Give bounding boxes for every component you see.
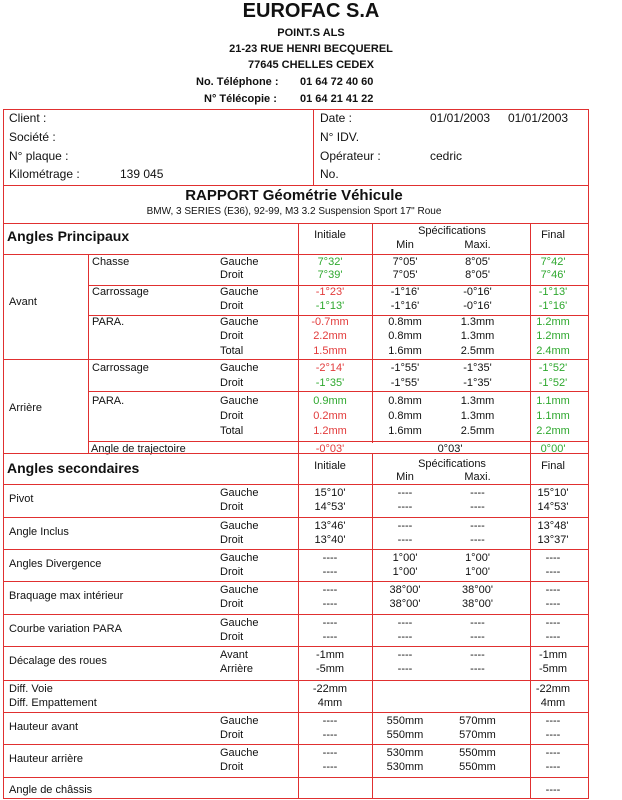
row-group-label: Carrossage: [92, 362, 149, 374]
value-final: ----: [545, 584, 561, 596]
date-value: 01/01/2003: [430, 111, 491, 125]
value-max: -0°16': [463, 286, 492, 298]
grid-line: [88, 254, 89, 453]
value-final: ----: [545, 715, 561, 727]
secondary-label: Diff. Voie: [9, 683, 53, 695]
company-line3: 77645 CHELLES CEDEX: [248, 59, 374, 71]
secondary-label: Décalage des roues: [9, 655, 107, 667]
value-max: ----: [470, 617, 485, 629]
value-final: -1°16': [538, 300, 568, 312]
value-min: 0.8mm: [388, 316, 422, 328]
value-min: 530mm: [386, 747, 424, 759]
row-side-label: Total: [220, 425, 244, 437]
value-final: 2.2mm: [536, 425, 570, 437]
col-specs-2: Spécifications: [418, 458, 486, 470]
value-max: 550mm: [459, 747, 496, 759]
trajectoire-final: 0°00': [540, 443, 566, 455]
idv-label: N° IDV.: [320, 130, 360, 144]
grid-line: [3, 223, 588, 224]
value-initial: ----: [322, 729, 338, 741]
row-group-label: PARA.: [92, 316, 125, 328]
grid-line: [588, 109, 589, 799]
row-side-label: Gauche: [220, 747, 259, 759]
principal-heading: Angles Principaux: [7, 228, 130, 244]
value-min: -1°55': [390, 362, 420, 374]
value-initial: -1°23': [315, 286, 345, 298]
grid-line: [3, 549, 588, 550]
value-initial: ----: [322, 566, 338, 578]
date-value-2: 01/01/2003: [508, 111, 569, 125]
value-final: 1.2mm: [536, 330, 570, 342]
avant-label: Avant: [9, 296, 37, 308]
value-min: ----: [397, 501, 413, 513]
grid-line: [3, 484, 588, 485]
value-min: ----: [397, 617, 413, 629]
value-max: 38°00': [462, 584, 493, 596]
row-side-label: Gauche: [220, 362, 259, 374]
row-group-label: PARA.: [92, 395, 125, 407]
value-initial: 7°39': [317, 269, 343, 281]
value-max: ----: [470, 663, 485, 675]
row-side-label: Gauche: [220, 552, 259, 564]
operator-label: Opérateur :: [320, 149, 381, 163]
secondary-label: Courbe variation PARA: [9, 623, 122, 635]
value-final: 7°46': [540, 269, 566, 281]
col-max: Maxi.: [464, 239, 491, 251]
grid-line: [88, 441, 588, 442]
value-final: ----: [545, 617, 561, 629]
row-side-label: Droit: [220, 598, 244, 610]
societe-label: Société :: [9, 130, 56, 144]
value-initial: 15°10': [314, 487, 346, 499]
row-side-label: Droit: [220, 300, 244, 312]
value-max: 2.5mm: [460, 345, 495, 357]
chassis-final: ----: [545, 784, 561, 796]
value-initial: 13°46': [314, 520, 346, 532]
value-initial: -2°14': [315, 362, 345, 374]
grid-line: [3, 109, 4, 799]
row-side-label: Droit: [220, 729, 244, 741]
value-final: ----: [545, 761, 561, 773]
value-final: ----: [545, 747, 561, 759]
grid-line: [372, 223, 373, 443]
grid-line: [3, 680, 588, 681]
value-max: ----: [470, 487, 485, 499]
value-max: ----: [470, 631, 485, 643]
row-side-label: Gauche: [220, 256, 259, 268]
secondary-label: Angles Divergence: [9, 558, 102, 570]
secondary-label: Braquage max intérieur: [9, 590, 124, 602]
value-initial: ----: [322, 552, 338, 564]
value-max: 8°05': [465, 269, 490, 281]
grid-line: [3, 777, 588, 778]
value-final: 13°37': [537, 534, 569, 546]
value-final: ----: [545, 566, 561, 578]
phone-value: 01 64 72 40 60: [300, 76, 374, 88]
grid-line: [3, 646, 588, 647]
secondary-heading: Angles secondaires: [7, 460, 140, 476]
chassis-label: Angle de châssis: [9, 784, 93, 796]
value-min: 1.6mm: [388, 425, 422, 437]
secondary-label: Hauteur avant: [9, 721, 79, 733]
value-final: 1.2mm: [536, 316, 570, 328]
col-max-2: Maxi.: [464, 471, 491, 483]
report-title: RAPPORT Géométrie Véhicule: [185, 187, 403, 204]
value-max: -0°16': [463, 300, 492, 312]
trajectoire-label: Angle de trajectoire: [91, 443, 186, 455]
value-min: ----: [397, 487, 413, 499]
value-min: 0.8mm: [388, 410, 422, 422]
arriere-label: Arrière: [9, 402, 43, 414]
value-max: 570mm: [459, 715, 496, 727]
plaque-label: N° plaque :: [9, 149, 69, 163]
value-min: 0.8mm: [388, 330, 422, 342]
value-min: 0.8mm: [388, 395, 422, 407]
col-min-2: Min: [396, 471, 414, 483]
grid-line: [3, 453, 588, 454]
value-max: ----: [470, 534, 485, 546]
value-max: -1°35': [463, 362, 492, 374]
value-initial: 13°40': [314, 534, 346, 546]
value-initial: -0.7mm: [311, 316, 349, 328]
trajectoire-spec: 0°03': [437, 443, 463, 455]
row-side-label: Arrière: [220, 663, 254, 675]
company-line1: POINT.S ALS: [277, 27, 345, 39]
row-side-label: Gauche: [220, 715, 259, 727]
value-initial: 1.5mm: [313, 345, 347, 357]
col-final-2: Final: [541, 460, 565, 472]
secondary-label: Diff. Empattement: [9, 697, 97, 709]
row-side-label: Gauche: [220, 286, 259, 298]
row-side-label: Droit: [220, 410, 244, 422]
col-final: Final: [541, 229, 565, 241]
value-initial: 2.2mm: [313, 330, 347, 342]
row-side-label: Total: [220, 345, 244, 357]
value-min: ----: [397, 534, 413, 546]
row-side-label: Gauche: [220, 316, 259, 328]
company-name: EUROFAC S.A: [242, 0, 380, 22]
date-label: Date :: [320, 111, 353, 125]
value-max: 1°00': [465, 566, 490, 578]
value-initial: -1°35': [315, 377, 345, 389]
value-min: 1°00': [392, 552, 418, 564]
grid-line: [3, 109, 588, 110]
value-min: ----: [397, 649, 413, 661]
value-final: -1°52': [538, 362, 568, 374]
row-side-label: Gauche: [220, 617, 259, 629]
value-min: ----: [397, 520, 413, 532]
value-min: -1°16': [390, 300, 420, 312]
no-label: No.: [320, 167, 339, 181]
secondary-label: Hauteur arrière: [9, 753, 83, 765]
row-side-label: Droit: [220, 631, 244, 643]
grid-line: [3, 185, 588, 186]
grid-line: [530, 453, 531, 798]
value-min: 1.6mm: [388, 345, 422, 357]
value-final: 7°42': [540, 256, 566, 268]
value-initial: ----: [322, 761, 338, 773]
value-max: 1.3mm: [460, 395, 495, 407]
col-specs: Spécifications: [418, 225, 486, 237]
row-side-label: Droit: [220, 269, 244, 281]
value-initial: -22mm: [312, 683, 348, 695]
row-side-label: Gauche: [220, 395, 259, 407]
value-final: 13°48': [537, 520, 569, 532]
grid-line: [3, 712, 588, 713]
grid-line: [3, 614, 588, 615]
value-final: -1°13': [538, 286, 568, 298]
value-initial: 0.9mm: [313, 395, 347, 407]
grid-line: [88, 315, 588, 316]
value-max: 550mm: [459, 761, 496, 773]
value-min: -1°16': [390, 286, 420, 298]
row-side-label: Gauche: [220, 487, 259, 499]
value-min: ----: [397, 631, 413, 643]
value-min: 38°00': [389, 598, 421, 610]
value-final: 2.4mm: [536, 345, 570, 357]
report-subtitle: BMW, 3 SERIES (E36), 92-99, M3 3.2 Suspension Sport 17" Roue: [146, 206, 442, 217]
grid-line: [3, 359, 588, 360]
client-label: Client :: [9, 111, 47, 125]
value-max: ----: [470, 520, 485, 532]
grid-line: [3, 798, 588, 799]
value-final: ----: [545, 729, 561, 741]
col-initial: Initiale: [314, 229, 346, 241]
value-min: -1°55': [390, 377, 420, 389]
grid-line: [3, 744, 588, 745]
km-value: 139 045: [120, 167, 164, 181]
grid-line: [298, 453, 299, 798]
value-initial: -5mm: [315, 663, 345, 675]
value-final: 4mm: [540, 697, 566, 709]
operator-value: cedric: [430, 149, 463, 163]
value-min: 1°00': [392, 566, 418, 578]
value-final: ----: [545, 552, 561, 564]
value-max: 8°05': [465, 256, 490, 268]
grid-line: [3, 254, 588, 255]
col-initial-2: Initiale: [314, 460, 346, 472]
value-final: ----: [545, 598, 561, 610]
row-group-label: Chasse: [92, 256, 130, 268]
value-final: 1.1mm: [536, 395, 570, 407]
value-final: 14°53': [537, 501, 569, 513]
row-side-label: Droit: [220, 501, 244, 513]
value-initial: 7°32': [317, 256, 343, 268]
company-line2: 21-23 RUE HENRI BECQUEREL: [229, 43, 393, 55]
value-initial: -1mm: [315, 649, 345, 661]
value-max: 1.3mm: [460, 410, 495, 422]
grid-line: [372, 453, 373, 798]
value-initial: ----: [322, 617, 338, 629]
grid-line: [530, 223, 531, 453]
secondary-label: Angle Inclus: [9, 526, 69, 538]
value-initial: ----: [322, 584, 338, 596]
grid-line: [88, 285, 588, 286]
value-max: ----: [470, 649, 485, 661]
value-max: 570mm: [459, 729, 496, 741]
value-min: 38°00': [389, 584, 421, 596]
secondary-label: Pivot: [9, 493, 34, 505]
row-side-label: Droit: [220, 330, 244, 342]
grid-line: [3, 581, 588, 582]
grid-line: [298, 223, 299, 453]
value-initial: ----: [322, 598, 338, 610]
value-final: -1°52': [538, 377, 568, 389]
value-max: 38°00': [462, 598, 493, 610]
value-min: ----: [397, 663, 413, 675]
value-final: 1.1mm: [536, 410, 570, 422]
value-initial: ----: [322, 747, 338, 759]
row-group-label: Carrossage: [92, 286, 149, 298]
value-final: -1mm: [538, 649, 568, 661]
value-final: -22mm: [535, 683, 571, 695]
row-side-label: Gauche: [220, 584, 259, 596]
fax-label: N° Télécopie :: [204, 93, 277, 105]
grid-line: [88, 391, 588, 392]
value-min: 550mm: [386, 715, 424, 727]
grid-line: [3, 517, 588, 518]
value-max: -1°35': [463, 377, 492, 389]
phone-label: No. Téléphone :: [196, 76, 279, 88]
value-min: 7°05': [392, 269, 418, 281]
value-min: 7°05': [392, 256, 418, 268]
value-min: 530mm: [386, 761, 424, 773]
row-side-label: Gauche: [220, 520, 259, 532]
value-max: 1.3mm: [460, 316, 495, 328]
trajectoire-initial: -0°03': [315, 443, 345, 455]
km-label: Kilométrage :: [9, 167, 80, 181]
row-side-label: Droit: [220, 761, 244, 773]
value-min: 550mm: [386, 729, 424, 741]
row-side-label: Droit: [220, 377, 244, 389]
col-min: Min: [396, 239, 414, 251]
value-initial: -1°13': [315, 300, 345, 312]
value-initial: ----: [322, 631, 338, 643]
value-max: 1.3mm: [460, 330, 495, 342]
row-side-label: Avant: [220, 649, 248, 661]
value-max: 1°00': [465, 552, 490, 564]
fax-value: 01 64 21 41 22: [300, 93, 374, 105]
value-initial: ----: [322, 715, 338, 727]
value-max: ----: [470, 501, 485, 513]
row-side-label: Droit: [220, 534, 244, 546]
value-final: 15°10': [537, 487, 569, 499]
value-final: ----: [545, 631, 561, 643]
value-initial: 1.2mm: [313, 425, 347, 437]
grid-line: [313, 109, 314, 185]
row-side-label: Droit: [220, 566, 244, 578]
value-initial: 0.2mm: [313, 410, 347, 422]
value-max: 2.5mm: [460, 425, 495, 437]
value-final: -5mm: [538, 663, 568, 675]
value-initial: 4mm: [317, 697, 343, 709]
value-initial: 14°53': [314, 501, 346, 513]
